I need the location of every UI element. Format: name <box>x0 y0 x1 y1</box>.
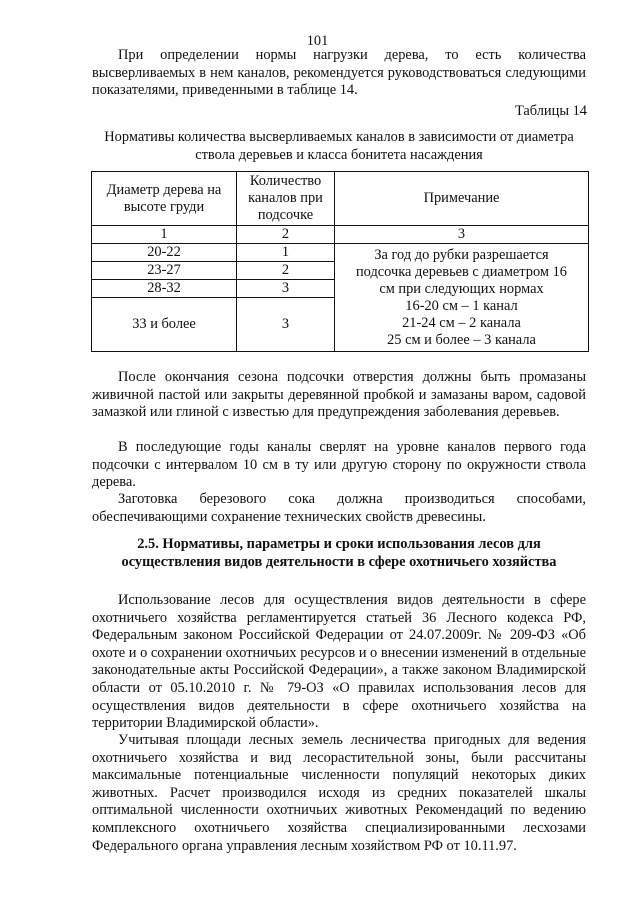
table-header-row <box>92 172 589 226</box>
header-channels: Количество каналов при подсочке <box>237 172 335 226</box>
section-paragraph <box>92 732 586 855</box>
header-note: Примечание <box>335 172 589 226</box>
note-line: см при следующих нормах <box>379 280 544 297</box>
cell-channels: 1 <box>237 244 335 262</box>
paragraph-text: После окончания сезона подсочки отверстия должны быть промазаны живичной пастой или закрыты деревянной пробкой и замазаны варом, садовой замазкой или глиной с известью для предупреждения заболевания деревьев. <box>92 369 586 421</box>
table-caption: Нормативы количества высверливаемых каналов в зависимости от диаметра ствола деревьев и класса бонитета насаждения <box>104 129 574 163</box>
note-line: 21-24 см – 2 канала <box>402 314 521 331</box>
note-line: 16-20 см – 1 канал <box>405 297 518 314</box>
intro-text: При определении нормы нагрузки дерева, то есть количества высверливаемых в нем каналов, рекомендуется руководствоваться следующими показателями, приведенными в таблице 14. <box>92 47 586 99</box>
note-line: За год до рубки разрешается <box>374 246 549 263</box>
cell-channels: 3 <box>237 280 335 298</box>
table-colnum-row <box>92 226 589 244</box>
cell-diameter: 28-32 <box>92 280 237 298</box>
paragraph-text: В последующие годы каналы сверлят на уровне каналов первого года подсочки с интервалом 10 см в ту или другую сторону по окружности ствола дерева. <box>92 439 586 491</box>
cell-diameter: 23-27 <box>92 262 237 280</box>
header-diameter: Диаметр дерева на высоте груди <box>92 172 237 226</box>
norms-table <box>91 171 589 352</box>
colnum-2: 2 <box>237 226 335 244</box>
cell-note <box>335 244 589 352</box>
table-row <box>92 244 589 262</box>
cell-channels: 3 <box>237 298 335 352</box>
paragraph-text: Использование лесов для осуществления видов деятельности в сфере охотничьего хозяйства регламентируется статьей 36 Лесного кодекса РФ, Федеральным законом Российской Федерации от 24.07.2009г. № 209-ФЗ «Об охоте и о сохранении охотничьих ресурсов и о внесении изменений в отдельные законодательные акты Российской Федерации», а также законом Владимирской области от 05.10.2010 г. № 79-ОЗ «О правилах использования лесов для осуществления видов деятельности в сфере охотничьего хозяйства на территории Владимирской области». <box>92 592 586 732</box>
cell-channels: 2 <box>237 262 335 280</box>
paragraph-text: Заготовка березового сока должна производиться способами, обеспечивающими сохранение технических свойств древесины. <box>92 491 586 525</box>
body-paragraph <box>92 369 586 422</box>
colnum-3: 3 <box>335 226 589 244</box>
table-label: Таблицы 14 <box>514 103 587 119</box>
note-line: 25 см и более – 3 канала <box>387 331 536 348</box>
cell-diameter: 20-22 <box>92 244 237 262</box>
note-line: подсочка деревьев с диаметром 16 <box>355 263 567 280</box>
body-paragraph <box>92 491 586 526</box>
paragraph-text: Учитывая площади лесных земель лесничества пригодных для ведения охотничьего хозяйства и вид лесорастительной зоны, были рассчитаны максимальные потенциальные численности популяций некоторых диких животных. Расчет производился исходя из средних показателей шкалы оптимальной численности охотничьих животных Рекомендаций по ведению комплексного охотничьего хозяйства специализированными лесхозами Федерального органа управления лесным хозяйством РФ от 10.11.97. <box>92 732 586 854</box>
intro-paragraph <box>92 47 586 100</box>
body-paragraph <box>92 439 586 492</box>
cell-diameter: 33 и более <box>92 298 237 352</box>
section-paragraph <box>92 592 586 733</box>
page-number: 101 <box>306 33 329 49</box>
section-title: 2.5. Нормативы, параметры и сроки использования лесов для осуществления видов деятельности в сфере охотничьего хозяйства <box>121 536 557 570</box>
colnum-1: 1 <box>92 226 237 244</box>
